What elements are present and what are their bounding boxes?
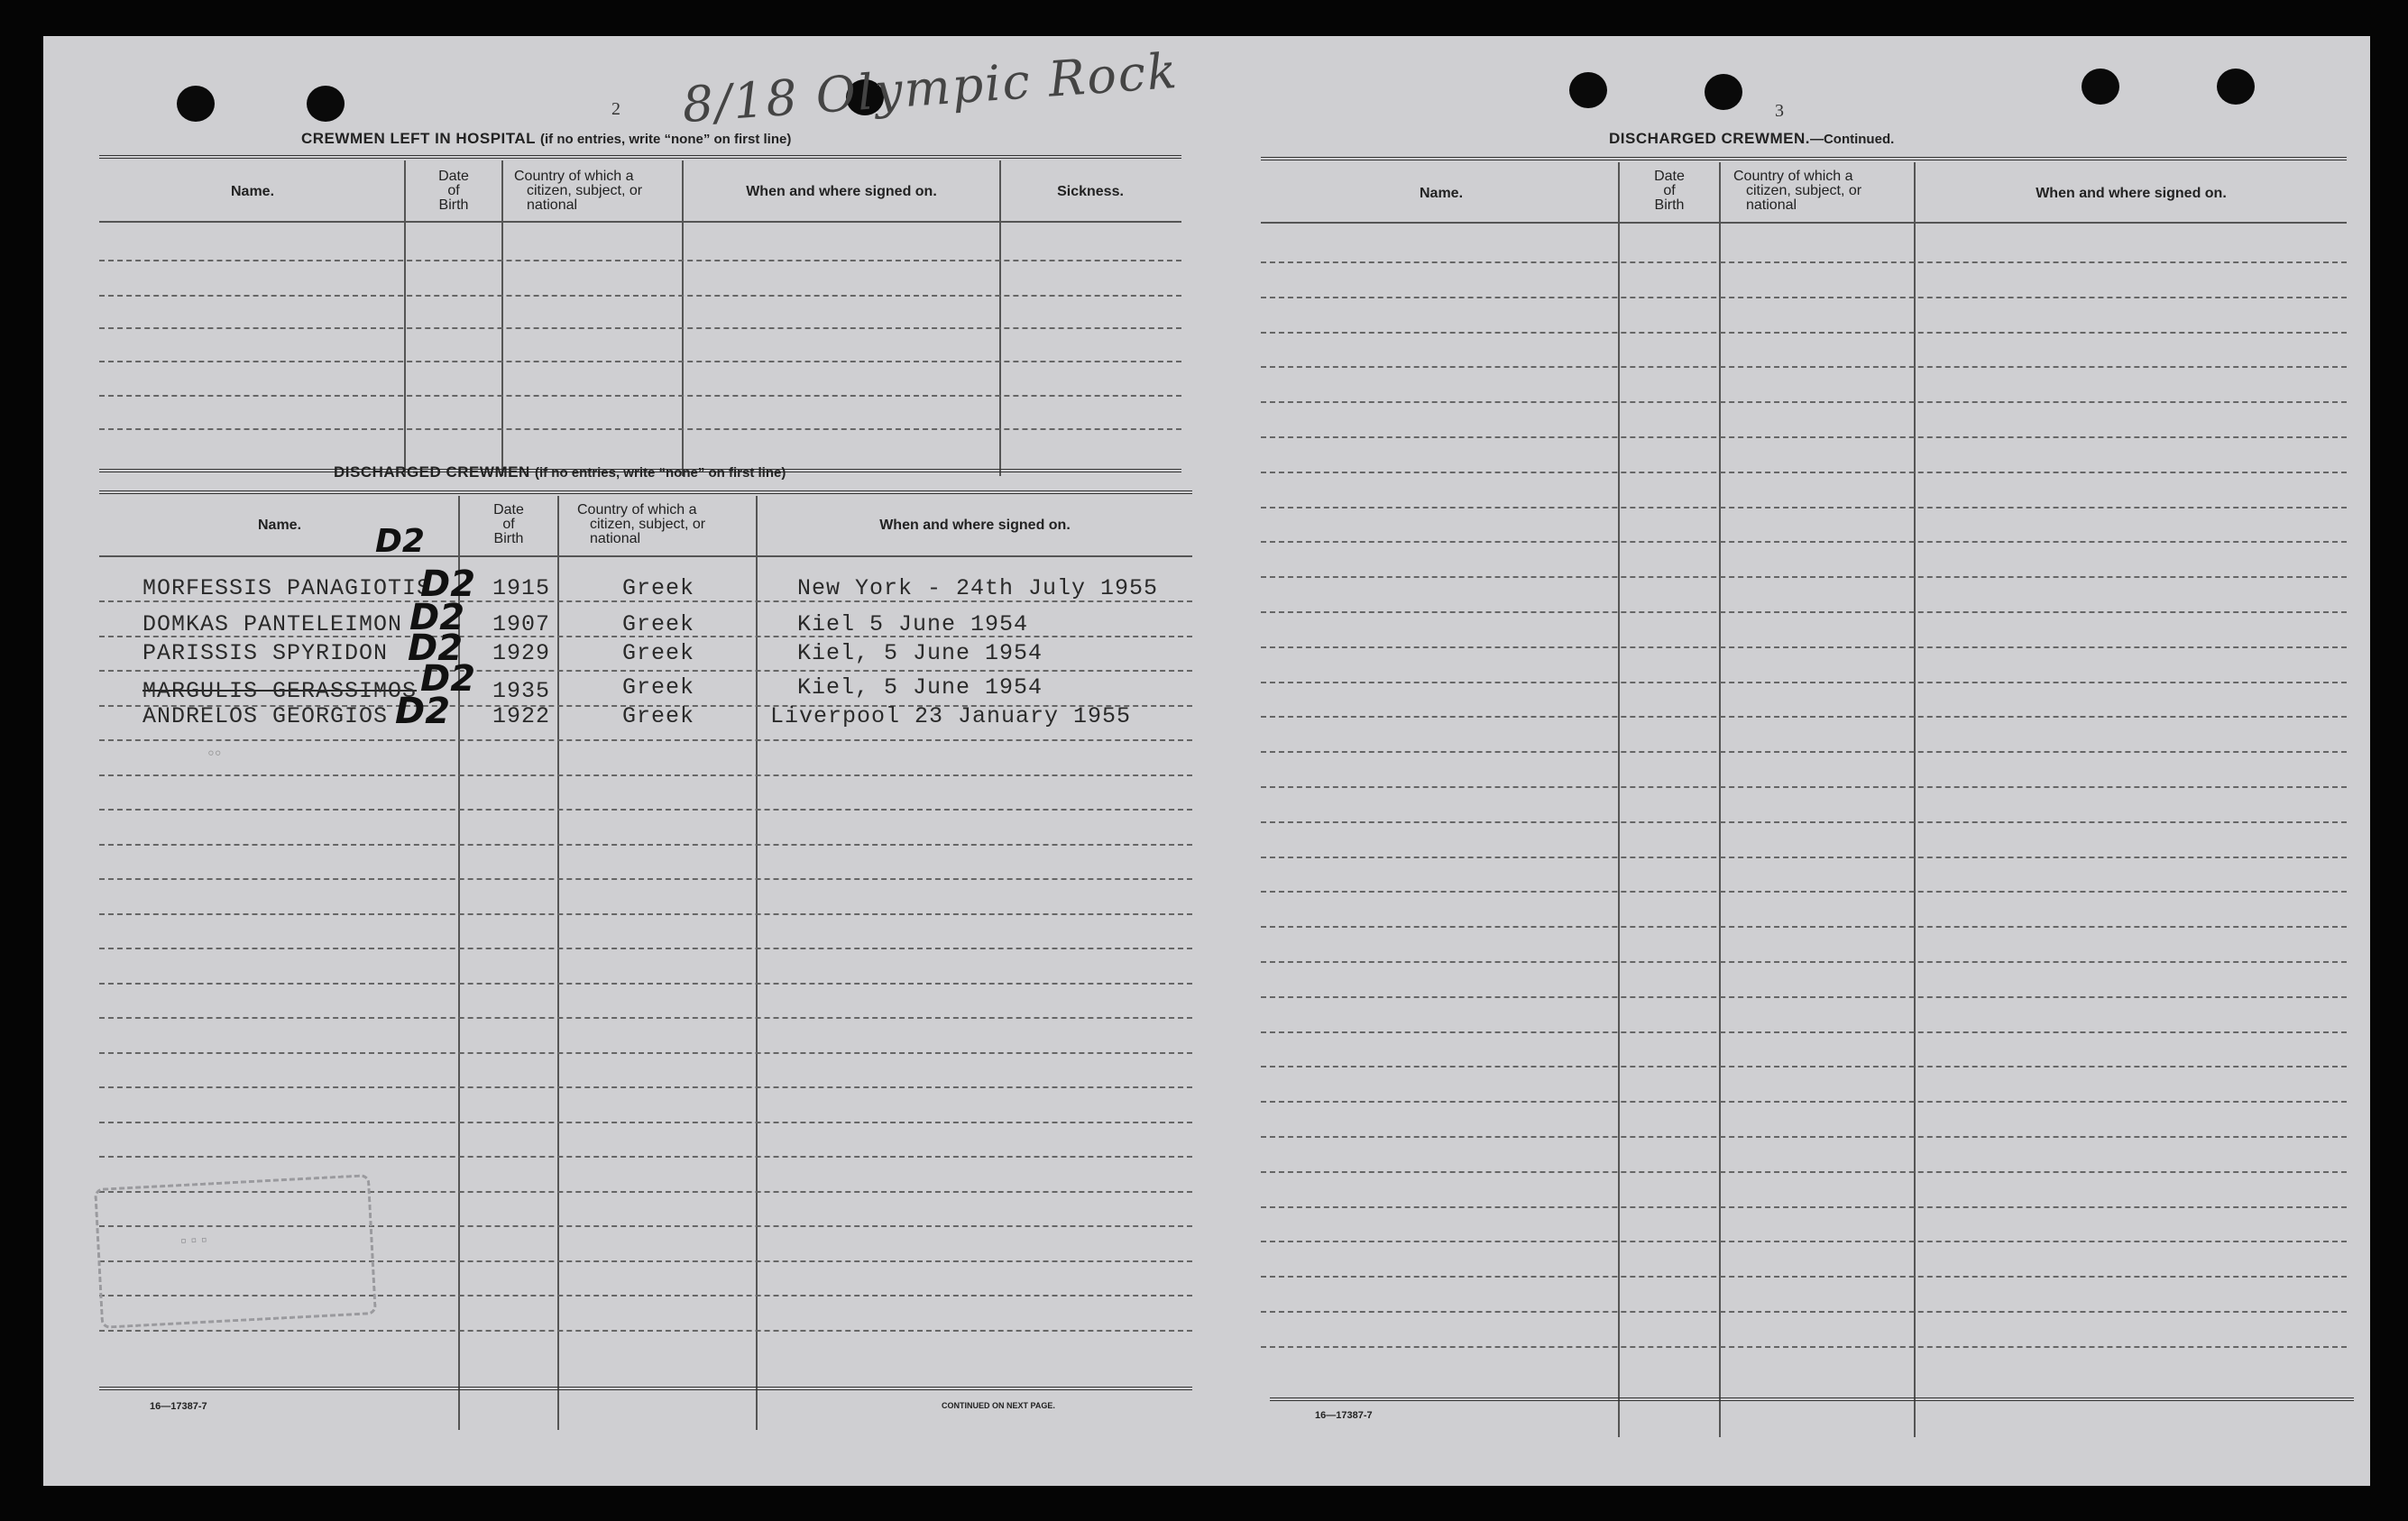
crew-name: DOMKAS PANTELEIMON	[142, 611, 403, 637]
discharged-section-title: DISCHARGED CREWMEN (if no entries, write “none” on first line)	[334, 463, 786, 481]
ruled-line	[99, 670, 1192, 672]
discharged-col-dob: Date of Birth	[493, 502, 524, 546]
crew-name: PARISSIS SPYRIDON	[142, 640, 389, 666]
crew-dob: 1929	[492, 640, 551, 666]
crew-name: MARGULIS GERASSIMOS	[142, 678, 418, 704]
ruled-line	[99, 1156, 1192, 1158]
discharge-mark: D2	[409, 597, 465, 638]
ruled-line	[99, 1017, 1192, 1019]
crew-dob: 1922	[492, 703, 551, 729]
document-sheet	[43, 36, 2370, 1486]
crew-signed: New York - 24th July 1955	[797, 575, 1159, 601]
ruled-line	[1261, 646, 2347, 648]
right-page-title: DISCHARGED CREWMEN.—Continued.	[1609, 130, 1895, 147]
punch-hole	[307, 86, 345, 122]
page-number-left: 2	[611, 99, 620, 119]
faint-mark: ◦◦	[207, 741, 222, 764]
right-bottom-rule	[1270, 1397, 2354, 1401]
crew-country: Greek	[622, 674, 695, 701]
ruled-line	[99, 878, 1192, 880]
ruled-line	[1261, 682, 2347, 683]
discharged-top-rule	[99, 490, 1192, 494]
crew-signed: Kiel, 5 June 1954	[797, 640, 1043, 666]
discharged-col-signed: When and where signed on.	[879, 518, 1071, 533]
ruled-line	[1261, 472, 2347, 473]
right-col-name: Name.	[1419, 186, 1464, 201]
crew-signed: Kiel, 5 June 1954	[797, 674, 1043, 701]
discharge-mark: D2	[408, 628, 464, 669]
ruled-line	[1261, 1276, 2347, 1278]
discharge-mark: D2	[395, 691, 451, 732]
crew-name: ANDRELOS GEORGIOS	[142, 703, 389, 729]
ruled-line	[1261, 541, 2347, 543]
ruled-line	[1261, 436, 2347, 438]
punch-hole	[2217, 69, 2255, 105]
punch-hole	[1705, 74, 1742, 110]
ruled-line	[1261, 297, 2347, 298]
ruled-line	[1261, 611, 2347, 613]
ruled-line	[1261, 1346, 2347, 1348]
hospital-col-sickness: Sickness.	[1057, 184, 1124, 199]
ruled-line	[99, 913, 1192, 915]
crew-dob: 1915	[492, 575, 551, 601]
right-col-signed: When and where signed on.	[2036, 186, 2227, 201]
ruled-line	[99, 295, 1181, 297]
hospital-col-dob: Date of Birth	[438, 169, 469, 213]
ruled-line	[1261, 857, 2347, 858]
right-header-line	[1261, 222, 2347, 224]
crew-name: MORFESSIS PANAGIOTIS	[142, 575, 432, 601]
hospital-col-name: Name.	[230, 184, 275, 199]
ruled-line	[1261, 961, 2347, 963]
continued-note: CONTINUED ON NEXT PAGE.	[942, 1401, 1055, 1410]
ruled-line	[1261, 1206, 2347, 1208]
punch-hole	[2082, 69, 2119, 105]
ruled-line	[1261, 751, 2347, 753]
ruled-line	[1261, 996, 2347, 998]
hospital-top-rule	[99, 155, 1181, 159]
hospital-header-line	[99, 221, 1181, 223]
right-top-rule	[1261, 157, 2347, 160]
ruled-line	[1261, 926, 2347, 928]
ruled-line	[99, 739, 1192, 741]
ruled-line	[1261, 716, 2347, 718]
hospital-section-title: CREWMEN LEFT IN HOSPITAL (if no entries, write “none” on first line)	[301, 130, 792, 147]
ruled-line	[99, 395, 1181, 397]
ruled-line	[99, 983, 1192, 985]
discharge-mark: D2	[420, 564, 476, 605]
discharged-header-line	[99, 555, 1192, 557]
ruled-line	[99, 809, 1192, 811]
punch-hole	[1569, 72, 1607, 108]
crew-country: Greek	[622, 611, 695, 637]
discharged-col-name: Name.	[257, 518, 302, 533]
ruled-line	[99, 1330, 1192, 1332]
discharge-mark: D2	[420, 658, 476, 700]
crew-country: Greek	[622, 640, 695, 666]
crew-signed: Kiel 5 June 1954	[797, 611, 1029, 637]
ruled-line	[99, 361, 1181, 362]
crew-dob: 1935	[492, 678, 551, 704]
right-col-dob: Date of Birth	[1654, 169, 1685, 213]
ruled-line	[1261, 891, 2347, 893]
ruled-line	[1261, 1171, 2347, 1173]
ruled-line	[1261, 1066, 2347, 1067]
form-number-right: 16—17387-7	[1315, 1410, 1373, 1421]
faded-stamp: ▫ ▫ ▫	[94, 1174, 377, 1329]
ruled-line	[99, 844, 1192, 846]
ruled-line	[1261, 1311, 2347, 1313]
ruled-line	[99, 948, 1192, 949]
crew-country: Greek	[622, 575, 695, 601]
ruled-line	[1261, 366, 2347, 368]
ruled-line	[1261, 1101, 2347, 1103]
punch-hole	[177, 86, 215, 122]
ruled-line	[1261, 507, 2347, 509]
ruled-line	[1261, 261, 2347, 263]
ruled-line	[1261, 1031, 2347, 1033]
ruled-line	[99, 428, 1181, 430]
ruled-line	[99, 260, 1181, 261]
crew-signed: Liverpool 23 January 1955	[770, 703, 1132, 729]
ruled-line	[1261, 1241, 2347, 1242]
right-col-divider	[1719, 162, 1721, 1437]
hospital-col-signed: When and where signed on.	[746, 184, 937, 199]
crew-dob: 1907	[492, 611, 551, 637]
handwritten-annotation: 8/18 Olympic Rock	[680, 41, 1181, 134]
discharged-bottom-rule	[99, 1387, 1192, 1390]
ruled-line	[1261, 821, 2347, 823]
ruled-line	[1261, 576, 2347, 578]
ruled-line	[99, 774, 1192, 776]
discharged-col-country: Country of which a citizen, subject, or national	[577, 502, 706, 546]
ruled-line	[99, 1052, 1192, 1054]
ruled-line	[1261, 786, 2347, 788]
ruled-line	[1261, 332, 2347, 334]
page-number-right: 3	[1775, 101, 1784, 121]
ruled-line	[1261, 401, 2347, 403]
crew-country: Greek	[622, 703, 695, 729]
header-mark-d2: D2	[375, 523, 425, 560]
ruled-line	[1261, 1136, 2347, 1138]
hospital-col-country: Country of which a citizen, subject, or national	[514, 169, 643, 213]
ruled-line	[99, 1086, 1192, 1088]
right-col-divider	[1914, 162, 1916, 1437]
form-number-left: 16—17387-7	[150, 1401, 207, 1412]
right-col-country: Country of which a citizen, subject, or national	[1733, 169, 1862, 213]
ruled-line	[99, 327, 1181, 329]
ruled-line	[99, 1122, 1192, 1123]
right-col-divider	[1618, 162, 1620, 1437]
